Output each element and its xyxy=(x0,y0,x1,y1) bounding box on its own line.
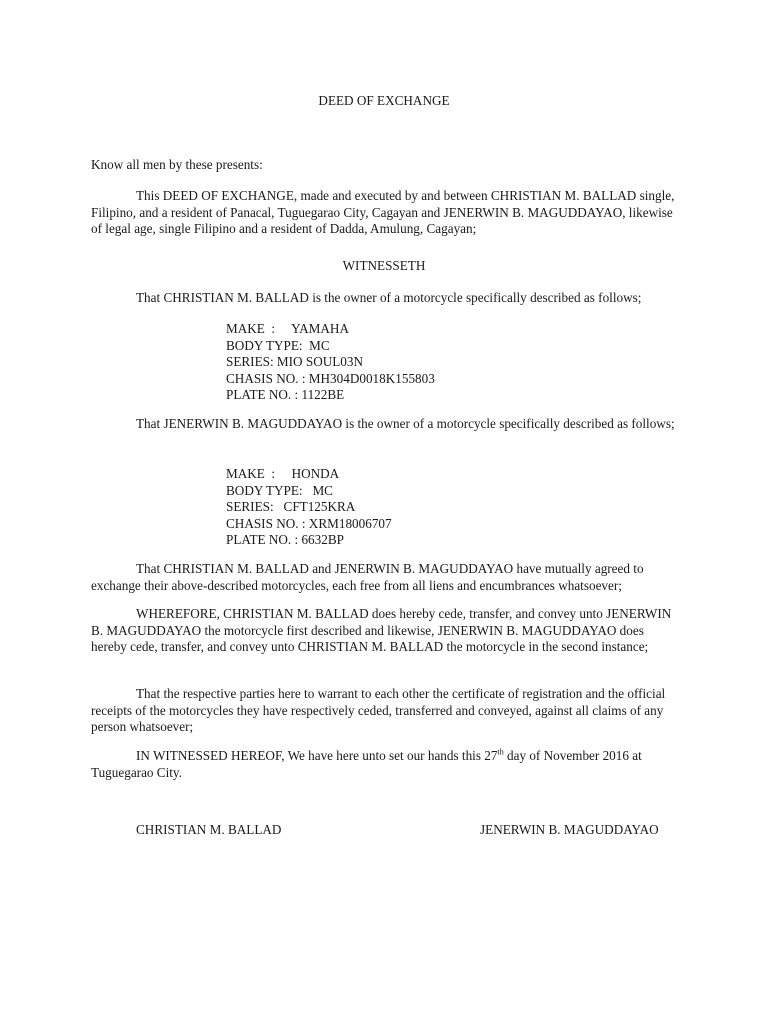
witness-clause-ordinal: th xyxy=(497,747,504,757)
vehicle1-make: MAKE : YAMAHA xyxy=(226,321,349,336)
owner1-text: That CHRISTIAN M. BALLAD is the owner of a motorcycle specifically described as follows; xyxy=(136,290,642,305)
witnesseth-heading: WITNESSETH xyxy=(342,258,426,273)
signatory-right: JENERWIN B. MAGUDDAYAO xyxy=(480,822,659,837)
vehicle1-spec xyxy=(226,321,435,404)
vehicle1-plate: PLATE NO. : 1122BE xyxy=(226,387,345,402)
vehicle2-series: SERIES: CFT125KRA xyxy=(226,499,356,514)
vehicle1-chassis: CHASIS NO. : MH304D0018K155803 xyxy=(226,370,435,386)
witness-clause-paragraph xyxy=(91,748,681,781)
vehicle1-body-type: BODY TYPE: MC xyxy=(226,337,330,353)
warranty-paragraph xyxy=(91,686,681,736)
vehicle2-make: MAKE : HONDA xyxy=(226,466,340,481)
agreement-text: That CHRISTIAN M. BALLAD and JENERWIN B. MAGUDDAYAO have mutually agreed to exchange their above-described motorcycles, each free from all liens and encumbrances whatsoever; xyxy=(91,561,644,593)
wherefore-text: WHEREFORE, CHRISTIAN M. BALLAD does hereby cede, transfer, and convey unto JENERWIN B. MAGUDDAYAO the motorcycle first described and likewise, JENERWIN B. MAGUDDAYAO does hereby cede, transfer, and convey unto CHRISTIAN M. BALLAD the motorcycle in the second instance; xyxy=(91,606,672,654)
witness-clause-text xyxy=(91,748,681,781)
document-title: DEED OF EXCHANGE xyxy=(318,93,450,108)
vehicle2-spec xyxy=(226,466,392,549)
witness-clause-before: IN WITNESSED HEREOF, We have here unto set our hands this 27 xyxy=(136,748,498,763)
owner2-paragraph xyxy=(91,416,681,433)
warranty-text: That the respective parties here to warrant to each other the certificate of registration and the official receipts of the motorcycles they have respectively ceded, transferred and conveyed, against all claims of any person whatsoever; xyxy=(91,686,666,734)
intro-paragraph xyxy=(91,188,681,238)
salutation: Know all men by these presents: xyxy=(91,157,263,172)
vehicle1-series: SERIES: MIO SOUL03N xyxy=(226,354,364,369)
agreement-paragraph xyxy=(91,561,681,594)
vehicle2-plate: PLATE NO. : 6632BP xyxy=(226,532,344,547)
signatory-left: CHRISTIAN M. BALLAD xyxy=(136,822,282,837)
vehicle2-body-type: BODY TYPE: MC xyxy=(226,482,333,498)
owner1-paragraph xyxy=(91,290,681,307)
owner2-text: That JENERWIN B. MAGUDDAYAO is the owner of a motorcycle specifically described as follows; xyxy=(136,416,675,431)
witness-clause-after: day of November 2016 at Tuguegarao City. xyxy=(91,748,642,780)
wherefore-paragraph xyxy=(91,606,681,656)
vehicle2-chassis: CHASIS NO. : XRM18006707 xyxy=(226,515,392,531)
intro-text: This DEED OF EXCHANGE, made and executed by and between CHRISTIAN M. BALLAD single, Filipino, and a resident of Panacal, Tuguegarao City, Cagayan and JENERWIN B. MAGUDDAYAO, likewise of legal age, single Filipino and a resident of Dadda, Amulung, Cagayan; xyxy=(91,188,675,236)
